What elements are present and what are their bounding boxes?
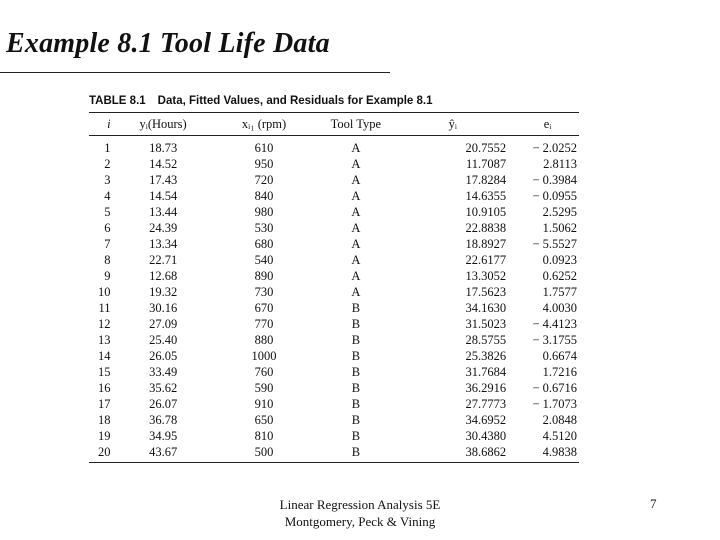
cell-tool-type: B [351, 413, 361, 427]
cell-tool-type: B [351, 349, 361, 363]
cell-residual: − 4.4123 [532, 317, 577, 331]
cell-fitted: 13.3052 [465, 269, 507, 283]
cell-fitted: 17.5623 [465, 285, 507, 299]
cell-x: 810 [254, 429, 274, 443]
cell-y: 27.09 [149, 317, 178, 331]
page-number: 7 [650, 496, 657, 511]
cell-fitted: 22.8838 [465, 221, 507, 235]
cell-residual: − 0.0955 [532, 189, 577, 203]
cell-y: 14.52 [149, 157, 178, 171]
cell-i: 5 [104, 205, 111, 219]
table-body [89, 136, 579, 463]
cell-i: 1 [104, 141, 111, 155]
footer-authors: Montgomery, Peck & Vining [284, 514, 436, 529]
cell-i: 8 [104, 253, 111, 267]
table-caption-text: Data, Fitted Values, and Residuals for Example 8.1 [157, 95, 433, 107]
cell-residual: 2.5295 [542, 205, 577, 219]
table-header-row [89, 113, 579, 136]
cell-i: 11 [98, 301, 111, 315]
cell-fitted: 20.7552 [465, 141, 507, 155]
table-row [89, 332, 579, 348]
cell-i: 14 [98, 349, 111, 363]
cell-x: 760 [254, 365, 274, 379]
cell-y: 43.67 [111, 444, 216, 463]
cell-y: 33.49 [149, 365, 178, 379]
cell-tool-type: B [351, 429, 361, 443]
cell-x: 730 [254, 285, 274, 299]
cell-tool-type: B [351, 365, 361, 379]
cell-x: 890 [254, 269, 274, 283]
cell-residual: − 2.0252 [532, 141, 577, 155]
cell-tool-type: A [351, 237, 361, 251]
cell-x: 1000 [251, 349, 277, 363]
cell-residual: 2.8113 [543, 157, 577, 171]
cell-residual: 2.0848 [542, 413, 577, 427]
cell-residual: − 1.7073 [532, 397, 577, 411]
cell-tool-type: A [351, 205, 361, 219]
cell-tool-type: A [351, 189, 361, 203]
table-row [89, 364, 579, 380]
cell-fitted: 18.8927 [465, 237, 507, 251]
cell-x: 500 [216, 444, 313, 463]
cell-x: 770 [254, 317, 274, 331]
cell-fitted: 31.7684 [465, 365, 507, 379]
cell-i: 4 [104, 189, 111, 203]
cell-x: 540 [254, 253, 274, 267]
cell-fitted: 14.6355 [465, 189, 507, 203]
cell-residual: 1.7216 [542, 365, 577, 379]
cell-i: 9 [104, 269, 111, 283]
header-x: xᵢ₁ (rpm) [216, 113, 313, 136]
cell-y: 12.68 [149, 269, 178, 283]
cell-residual: 1.5062 [542, 221, 577, 235]
cell-i: 16 [98, 381, 111, 395]
table-row [89, 220, 579, 236]
cell-y: 13.34 [149, 237, 178, 251]
table-row [89, 380, 579, 396]
table-row [89, 396, 579, 412]
table-row [89, 412, 579, 428]
cell-residual: 0.6674 [542, 349, 577, 363]
header-y: yᵢ(Hours) [111, 113, 216, 136]
cell-tool-type: A [351, 253, 361, 267]
table-row [89, 156, 579, 172]
cell-residual: − 5.5527 [532, 237, 577, 251]
cell-y: 26.07 [149, 397, 178, 411]
table-row [89, 284, 579, 300]
cell-fitted: 17.8284 [465, 173, 507, 187]
table-row [89, 252, 579, 268]
cell-i: 6 [104, 221, 111, 235]
cell-fitted: 34.1630 [465, 301, 507, 315]
cell-fitted: 28.5755 [465, 333, 507, 347]
cell-tool-type: B [312, 444, 399, 463]
title-underline [0, 72, 390, 73]
header-tool-type: Tool Type [312, 113, 399, 136]
cell-fitted: 11.7087 [465, 157, 507, 171]
cell-i: 12 [98, 317, 111, 331]
cell-tool-type: A [351, 173, 361, 187]
table-row [89, 348, 579, 364]
cell-i: 17 [98, 397, 111, 411]
cell-tool-type: A [351, 285, 361, 299]
cell-tool-type: B [351, 301, 361, 315]
footer-book-title: Linear Regression Analysis 5E [279, 497, 441, 512]
cell-fitted: 36.2916 [465, 381, 507, 395]
cell-tool-type: A [351, 269, 361, 283]
table-row [89, 316, 579, 332]
slide-title: Example 8.1 Tool Life Data [6, 28, 330, 59]
cell-fitted: 31.5023 [465, 317, 507, 331]
cell-x: 720 [254, 173, 274, 187]
table-caption [89, 95, 579, 107]
cell-x: 610 [254, 141, 274, 155]
cell-fitted: 10.9105 [465, 205, 507, 219]
cell-x: 910 [254, 397, 274, 411]
cell-y: 17.43 [149, 173, 178, 187]
table-row [89, 444, 579, 463]
cell-y: 34.95 [149, 429, 178, 443]
table-row [89, 188, 579, 204]
header-i: i [89, 113, 111, 136]
table-row [89, 236, 579, 252]
cell-tool-type: A [351, 221, 361, 235]
cell-x: 950 [254, 157, 274, 171]
cell-i: 19 [98, 429, 111, 443]
cell-x: 590 [254, 381, 274, 395]
cell-tool-type: B [351, 317, 361, 331]
cell-fitted: 25.3826 [465, 349, 507, 363]
cell-x: 880 [254, 333, 274, 347]
cell-fitted: 27.7773 [465, 397, 507, 411]
cell-tool-type: B [351, 333, 361, 347]
footer-credit [260, 496, 460, 530]
table-row [89, 136, 579, 157]
tool-life-table-container [89, 112, 579, 463]
cell-residual: − 3.1755 [532, 333, 577, 347]
cell-x: 980 [254, 205, 274, 219]
table-row [89, 204, 579, 220]
cell-tool-type: A [351, 157, 361, 171]
cell-i: 2 [104, 157, 111, 171]
cell-x: 840 [254, 189, 274, 203]
table-caption-tag: TABLE 8.1 [89, 95, 146, 107]
cell-residual: 0.0923 [542, 253, 577, 267]
cell-residual: 0.6252 [542, 269, 577, 283]
cell-x: 680 [254, 237, 274, 251]
header-residual: eᵢ [518, 113, 579, 136]
cell-i: 3 [104, 173, 111, 187]
cell-i: 18 [98, 413, 111, 427]
cell-tool-type: B [351, 397, 361, 411]
cell-x: 530 [254, 221, 274, 235]
table-row [89, 172, 579, 188]
cell-tool-type: A [351, 141, 361, 155]
cell-residual: 4.5120 [542, 429, 577, 443]
table-row [89, 268, 579, 284]
cell-residual: 1.7577 [542, 285, 577, 299]
cell-y: 22.71 [149, 253, 178, 267]
cell-fitted: 34.6952 [465, 413, 507, 427]
cell-y: 26.05 [149, 349, 178, 363]
table-row [89, 300, 579, 316]
cell-y: 30.16 [149, 301, 178, 315]
cell-fitted: 38.6862 [399, 444, 518, 463]
cell-i: 7 [104, 237, 111, 251]
cell-y: 25.40 [149, 333, 178, 347]
cell-residual: − 0.3984 [532, 173, 577, 187]
cell-y: 13.44 [149, 205, 178, 219]
cell-y: 14.54 [149, 189, 178, 203]
cell-y: 18.73 [149, 141, 178, 155]
cell-i: 10 [98, 285, 111, 299]
cell-fitted: 22.6177 [465, 253, 507, 267]
cell-residual: 4.0030 [542, 301, 577, 315]
cell-y: 36.78 [149, 413, 178, 427]
cell-fitted: 30.4380 [465, 429, 507, 443]
cell-i: 13 [98, 333, 111, 347]
cell-i: 15 [98, 365, 111, 379]
cell-y: 35.62 [149, 381, 178, 395]
cell-residual: 4.9838 [518, 444, 579, 463]
cell-i: 20 [89, 444, 111, 463]
header-fitted: ŷᵢ [399, 113, 518, 136]
tool-life-table [89, 112, 579, 463]
cell-y: 24.39 [149, 221, 178, 235]
cell-residual: − 0.6716 [532, 381, 577, 395]
cell-tool-type: B [351, 381, 361, 395]
cell-x: 650 [254, 413, 274, 427]
table-row [89, 428, 579, 444]
cell-y: 19.32 [149, 285, 178, 299]
cell-x: 670 [254, 301, 274, 315]
